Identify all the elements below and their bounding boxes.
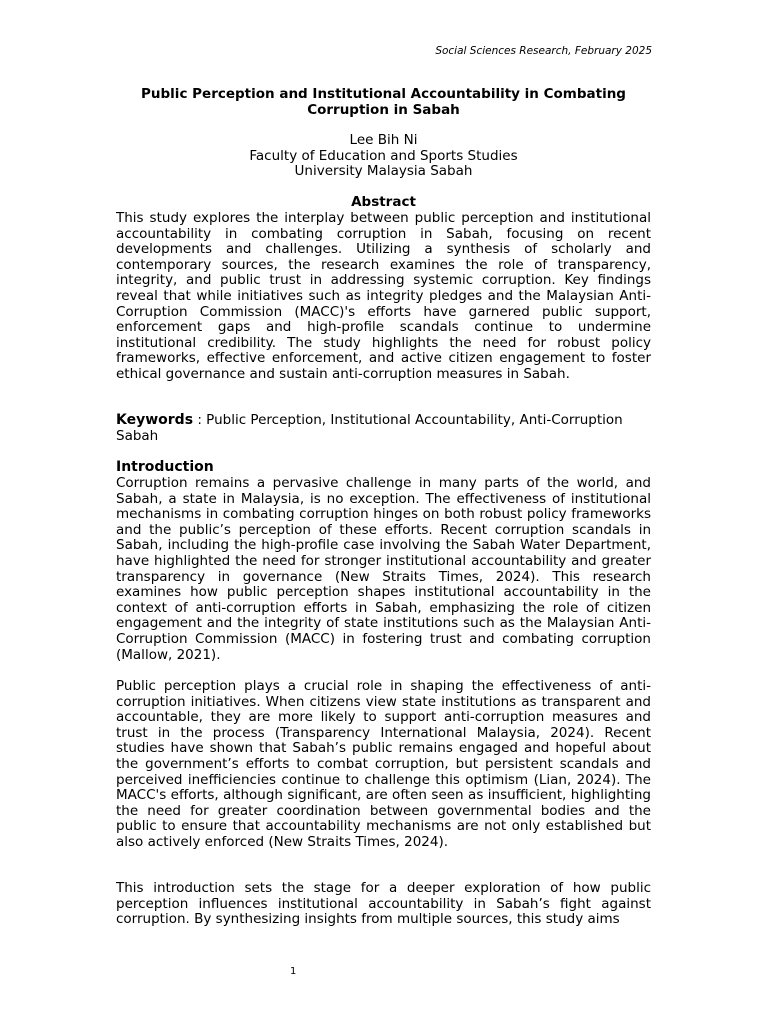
keywords-list: : Public Perception, Institutional Accountability, Anti-Corruption Sabah [116, 412, 623, 444]
page-number: 1 [290, 966, 297, 977]
keywords [116, 413, 651, 444]
introduction-paragraph-2: Public perception plays a crucial role in shaping the effectiveness of anti-corruption initiatives. When citizens view state institutions as transparent and accountable, they are more likely to support anti-corruption measures and trust in the process (Transparency International Malaysia, 2024). Recent studies have shown that Sabah’s public remains engaged and hopeful about the government’s efforts to combat corruption, but persistent scandals and perceived inefficiencies continue to challenge this optimism (Lian, 2024). The MACC's efforts, although significant, are often seen as insufficient, highlighting the need for greater coordination between governmental bodies and the public to ensure that accountability mechanisms are not only established but also actively enforced (New Straits Times, 2024). [116, 678, 651, 850]
keywords-label: Keywords [116, 412, 194, 428]
running-header: Social Sciences Research, February 2025 [435, 45, 652, 57]
introduction-heading: Introduction [116, 459, 214, 475]
introduction-paragraph-3: This introduction sets the stage for a deeper exploration of how public perception influences institutional accountability in Sabah’s fight against corruption. By synthesizing insights from multiple sources, this study aims [116, 880, 651, 928]
affiliation-university: University Malaysia Sabah [294, 163, 473, 179]
abstract-text: This study explores the interplay between public perception and institutional accountability in combating corruption in Sabah, focusing on recent developments and challenges. Utilizing a synthesis of scholarly and contemporary sources, the research examines the role of transparency, integrity, and public trust in addressing systemic corruption. Key findings reveal that while initiatives such as integrity pledges and the Malaysian Anti-Corruption Commission (MACC)'s efforts have garnered public support, enforcement gaps and high-profile scandals continue to undermine institutional credibility. The study highlights the need for robust policy frameworks, effective enforcement, and active citizen engagement to foster ethical governance and sustain anti-corruption measures in Sabah. [116, 210, 651, 382]
author-name: Lee Bih Ni [349, 132, 418, 148]
affiliation-faculty: Faculty of Education and Sports Studies [249, 147, 518, 164]
paper-title: Public Perception and Institutional Accountability in Combating Corruption in Sabah [141, 86, 626, 118]
introduction-paragraph-1: Corruption remains a pervasive challenge in many parts of the world, and Sabah, a state in Malaysia, is no exception. The effectiveness of institutional mechanisms in combating corruption hinges on both robust policy frameworks and the public’s perception of these efforts. Recent corruption scandals in Sabah, including the high-profile case involving the Sabah Water Department, have highlighted the need for stronger institutional accountability and greater transparency in governance (New Straits Times, 2024). This research examines how public perception shapes institutional accountability in the context of anti-corruption efforts in Sabah, emphasizing the role of citizen engagement and the integrity of state institutions such as the Malaysian Anti-Corruption Commission (MACC) in fostering trust and combating corruption (Mallow, 2021). [116, 475, 651, 663]
abstract-heading: Abstract [351, 194, 416, 210]
author-block [116, 133, 651, 180]
